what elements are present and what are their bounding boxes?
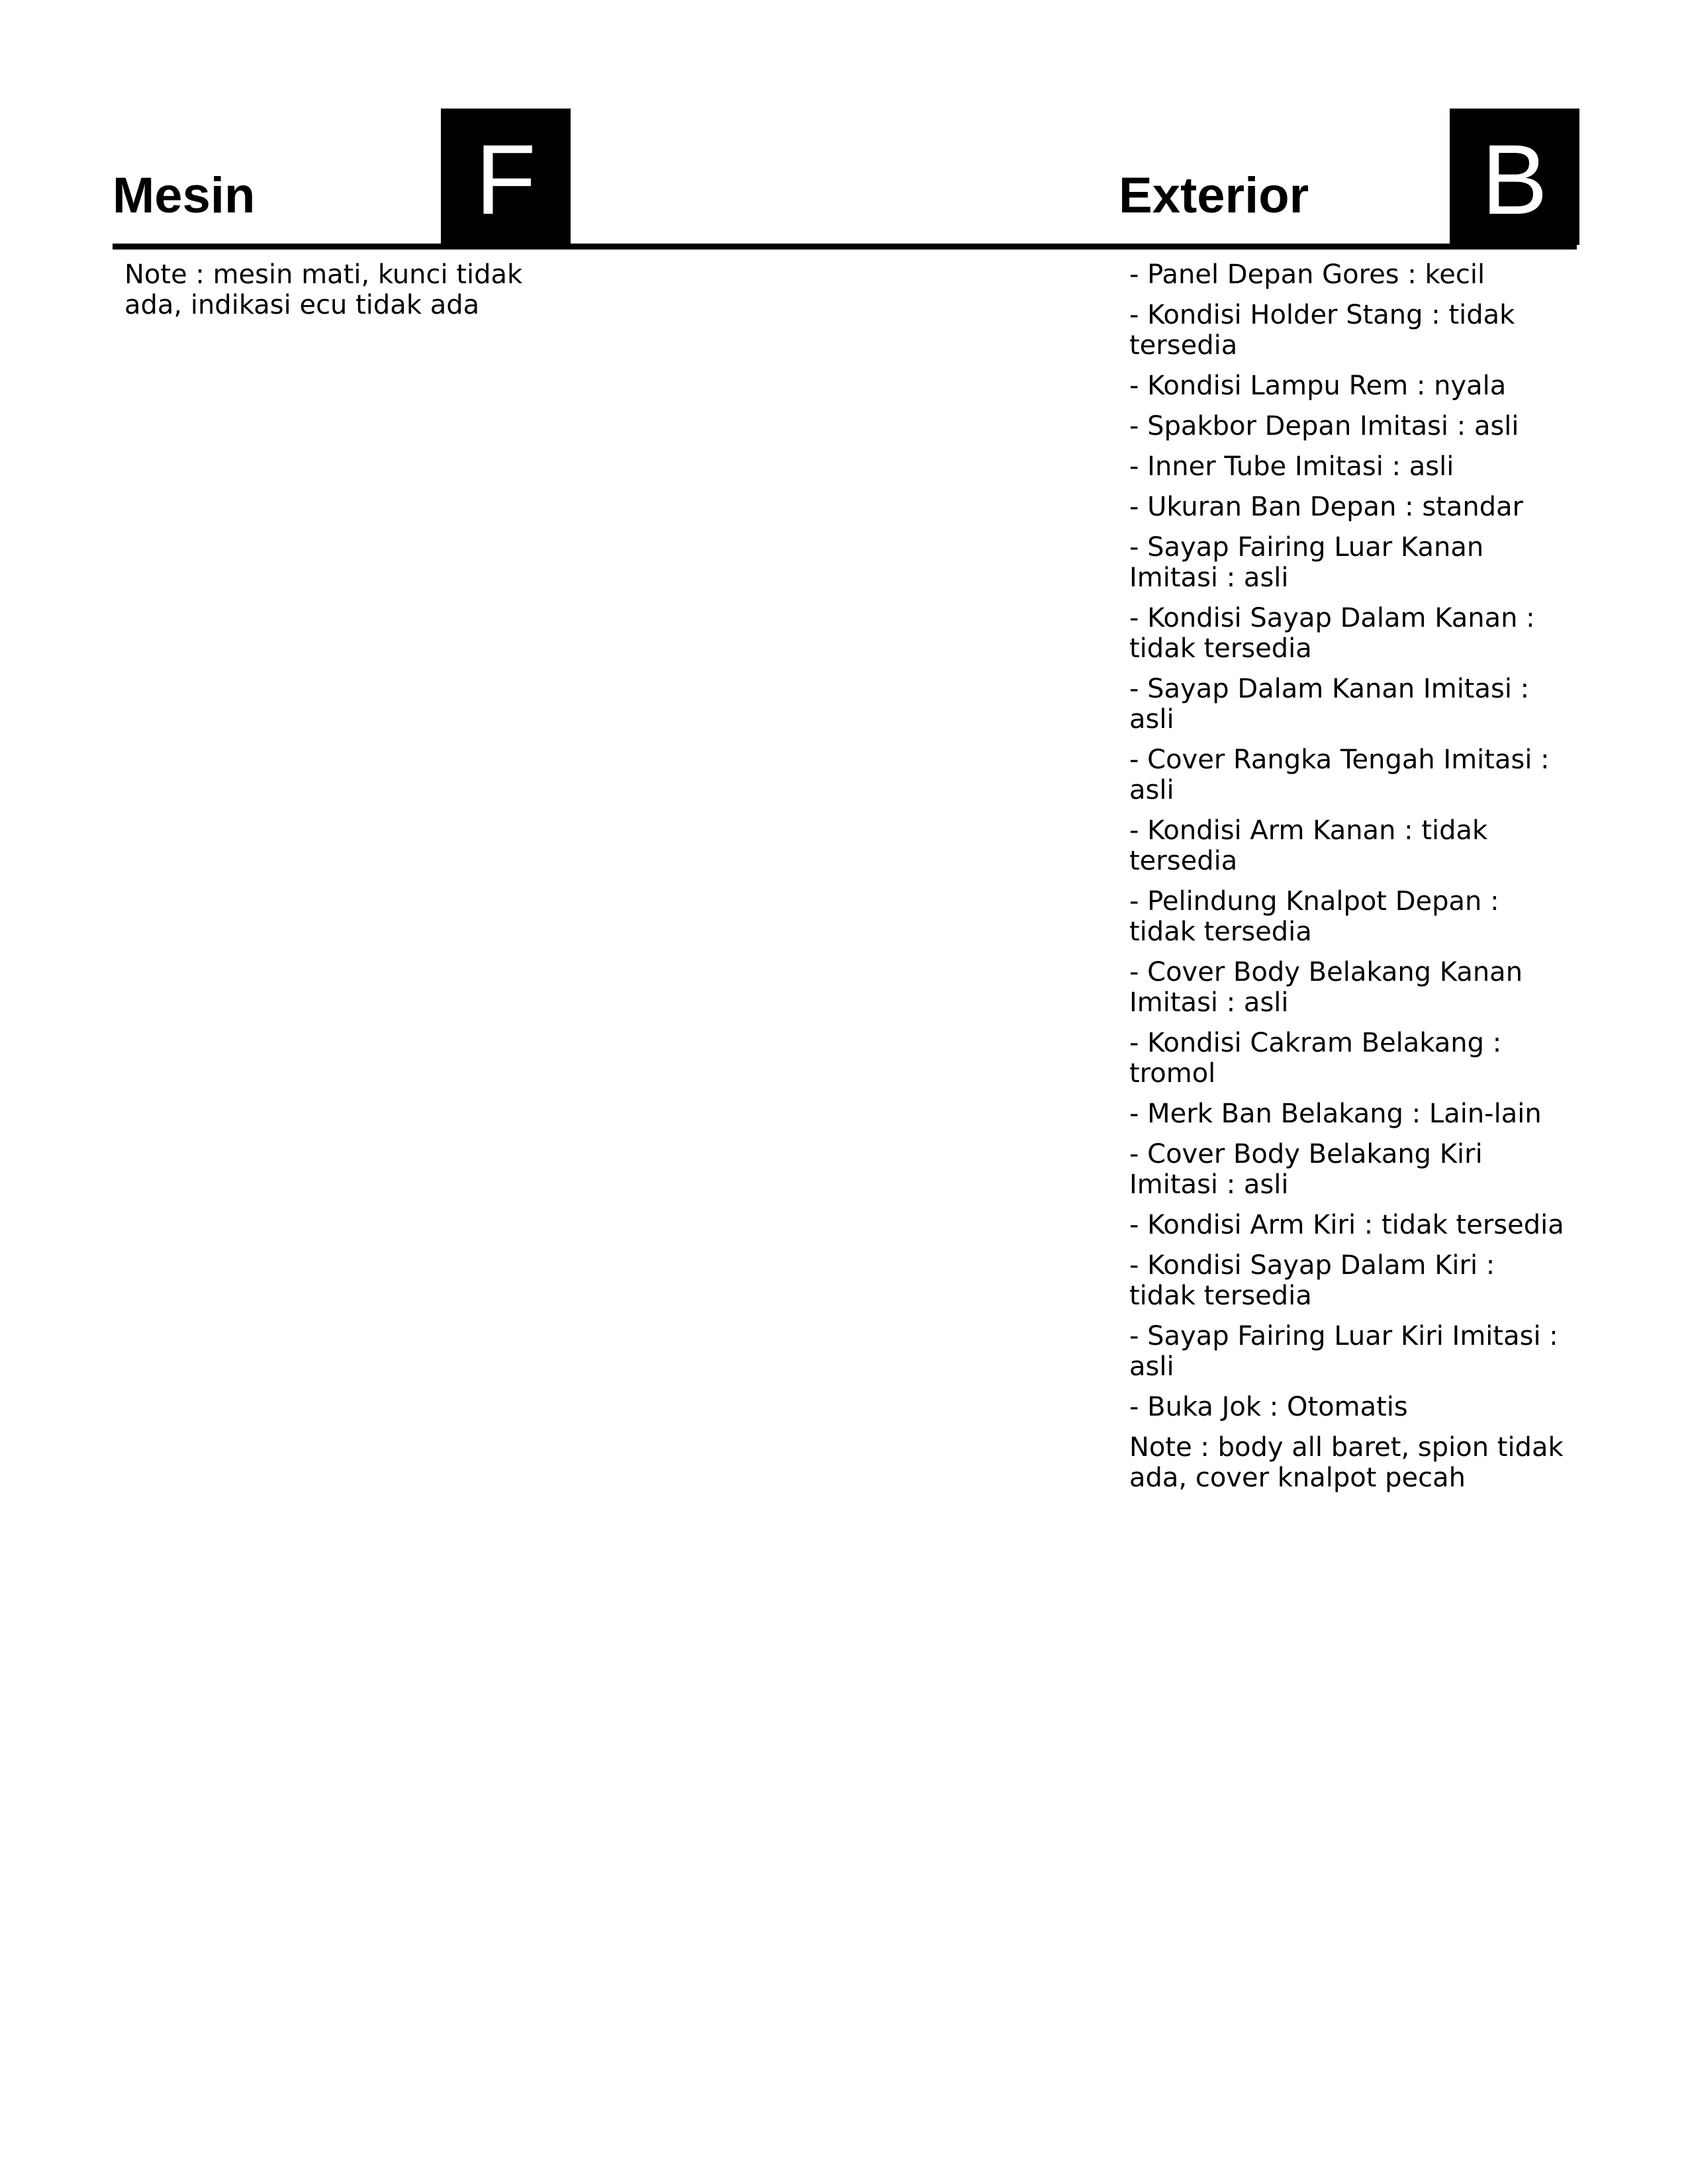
exterior-details: [1129, 259, 1566, 1503]
exterior-item: - Cover Body Belakang Kiri Imitasi : asli: [1129, 1139, 1483, 1200]
exterior-item: - Kondisi Lampu Rem : nyala: [1129, 371, 1507, 401]
exterior-note: Note : body all baret, spion tidak ada, cover knalpot pecah: [1129, 1432, 1564, 1493]
grade-badge-exterior: B: [1450, 109, 1579, 245]
grade-badge-mesin: F: [441, 109, 571, 245]
exterior-item: - Kondisi Holder Stang : tidak tersedia: [1129, 300, 1515, 361]
exterior-item: - Pelindung Knalpot Depan : tidak tersedia: [1129, 886, 1499, 947]
header-divider: [113, 244, 1577, 250]
mesin-note: Note : mesin mati, kunci tidak ada, indikasi ecu tidak ada: [124, 259, 523, 320]
exterior-item: - Kondisi Sayap Dalam Kanan : tidak tersedia: [1129, 603, 1535, 664]
exterior-item: - Kondisi Cakram Belakang : tromol: [1129, 1028, 1502, 1089]
exterior-item: - Kondisi Arm Kiri : tidak tersedia: [1129, 1210, 1564, 1240]
exterior-item: - Buka Jok : Otomatis: [1129, 1392, 1408, 1422]
exterior-item: - Cover Rangka Tengah Imitasi : asli: [1129, 745, 1550, 805]
exterior-item: - Sayap Fairing Luar Kiri Imitasi : asli: [1129, 1321, 1558, 1382]
section-title-mesin: Mesin: [113, 167, 256, 224]
exterior-item: - Kondisi Arm Kanan : tidak tersedia: [1129, 815, 1488, 876]
exterior-item: - Kondisi Sayap Dalam Kiri : tidak tersedia: [1129, 1250, 1495, 1311]
exterior-item: - Cover Body Belakang Kanan Imitasi : asli: [1129, 957, 1523, 1018]
exterior-item: - Sayap Fairing Luar Kanan Imitasi : asli: [1129, 532, 1484, 593]
exterior-item: - Inner Tube Imitasi : asli: [1129, 451, 1454, 482]
section-title-exterior: Exterior: [1119, 167, 1309, 224]
mesin-details: [124, 259, 588, 330]
exterior-item: - Merk Ban Belakang : Lain-lain: [1129, 1099, 1542, 1129]
exterior-item: - Spakbor Depan Imitasi : asli: [1129, 411, 1519, 441]
exterior-item: - Sayap Dalam Kanan Imitasi : asli: [1129, 674, 1530, 735]
exterior-item: - Ukuran Ban Depan : standar: [1129, 492, 1524, 522]
exterior-item: - Panel Depan Gores : kecil: [1129, 259, 1485, 290]
